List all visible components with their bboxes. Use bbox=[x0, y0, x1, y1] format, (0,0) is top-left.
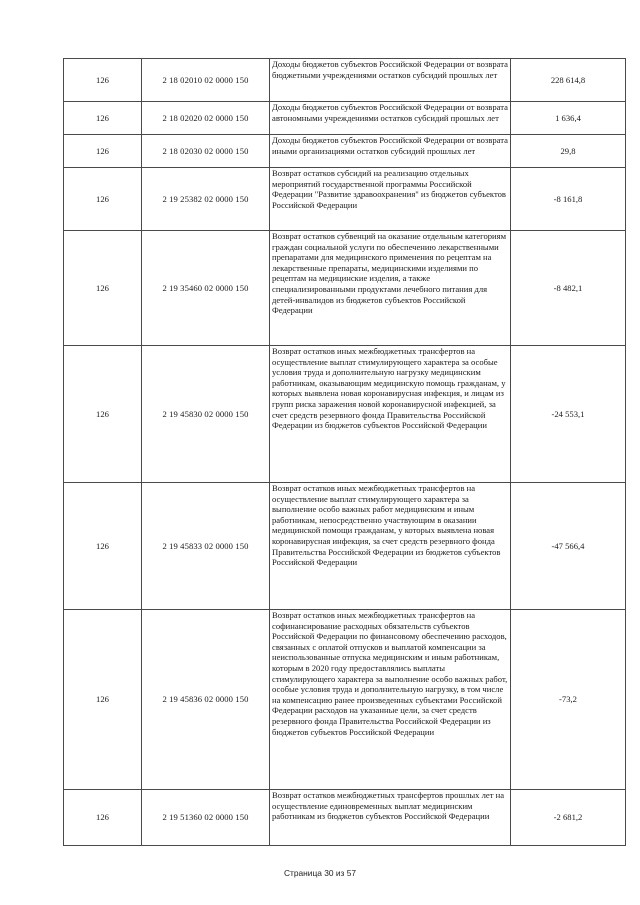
admin-code-cell: 126 bbox=[64, 790, 142, 846]
revenue-name-cell: Возврат остатков иных межбюджетных трансфертов на осуществление выплат стимулирующего характера за выполнение особо важных работ медицинским и иным работникам, непосредственно участвующим в оказании медицинской помощи гражданам, у которых выявлена новая коронавирусная инфекция, за счет средств резервного фонда Правительства Российской Федерации из бюджетов субъектов Российской Федерации bbox=[270, 483, 511, 610]
budget-classification-code-cell: 2 18 02020 02 0000 150 bbox=[142, 102, 270, 135]
revenue-name-cell: Возврат остатков межбюджетных трансфертов прошлых лет на осуществление единовременных выплат медицинским работникам из бюджетов субъектов Российской Федерации bbox=[270, 790, 511, 846]
budget-classification-code-cell: 2 19 51360 02 0000 150 bbox=[142, 790, 270, 846]
admin-code-cell: 126 bbox=[64, 168, 142, 231]
table-body bbox=[64, 59, 626, 846]
revenue-name-cell: Доходы бюджетов субъектов Российской Федерации от возврата бюджетными учреждениями остатков субсидий прошлых лет bbox=[270, 59, 511, 102]
budget-classification-code-cell: 2 19 45836 02 0000 150 bbox=[142, 610, 270, 790]
budget-classification-code-cell: 2 19 45833 02 0000 150 bbox=[142, 483, 270, 610]
table-row bbox=[64, 168, 626, 231]
table-row bbox=[64, 346, 626, 483]
amount-cell: -24 553,1 bbox=[511, 346, 626, 483]
admin-code-cell: 126 bbox=[64, 59, 142, 102]
amount-cell: 228 614,8 bbox=[511, 59, 626, 102]
budget-classification-code-cell: 2 19 25382 02 0000 150 bbox=[142, 168, 270, 231]
table-row bbox=[64, 610, 626, 790]
budget-classification-code-cell: 2 19 35460 02 0000 150 bbox=[142, 231, 270, 346]
table-row bbox=[64, 59, 626, 102]
amount-cell: -8 161,8 bbox=[511, 168, 626, 231]
budget-classification-code-cell: 2 18 02030 02 0000 150 bbox=[142, 135, 270, 168]
budget-revenue-table bbox=[63, 58, 626, 846]
table-row bbox=[64, 102, 626, 135]
revenue-name-cell: Возврат остатков иных межбюджетных трансфертов на осуществление выплат стимулирующего характера за особые условия труда и дополнительную нагрузку медицинским работникам, оказывающим медицинскую помощь гражданам, у которых выявлена новая коронавирусная инфекция, и лицам из групп риска заражения новой коронавирусной инфекцией, за счет средств резервного фонда Правительства Российской Федерации из бюджетов субъектов Российской Федерации bbox=[270, 346, 511, 483]
admin-code-cell: 126 bbox=[64, 135, 142, 168]
revenue-name-cell: Возврат остатков иных межбюджетных трансфертов на софинансирование расходных обязательств субъектов Российской Федерации по финансовому обеспечению расходов, связанных с оплатой отпусков и выплатой компенсации за неиспользованные отпуска медицинским и иным работникам, которым в 2020 году предоставлялись выплаты стимулирующего характера за выполнение особо важных работ, особые условия труда и дополнительную нагрузку, в том числе на компенсацию ранее произведенных субъектами Российской Федерации расходов на указанные цели, за счет средств резервного фонда Правительства Российской Федерации из бюджетов субъектов Российской Федерации bbox=[270, 610, 511, 790]
admin-code-cell: 126 bbox=[64, 483, 142, 610]
amount-cell: -73,2 bbox=[511, 610, 626, 790]
revenue-name-cell: Возврат остатков субвенций на оказание отдельным категориям граждан социальной услуги по обеспечению лекарственными препаратами для медицинского применения по рецептам на лекарственные препараты, медицинскими изделиями по рецептам на медицинские изделия, а также специализированными продуктами лечебного питания для детей-инвалидов из бюджетов субъектов Российской Федерации bbox=[270, 231, 511, 346]
revenue-name-cell: Возврат остатков субсидий на реализацию отдельных мероприятий государственной программы Российской Федерации "Развитие здравоохранения" из бюджетов субъектов Российской Федерации bbox=[270, 168, 511, 231]
budget-classification-code-cell: 2 18 02010 02 0000 150 bbox=[142, 59, 270, 102]
amount-cell: -8 482,1 bbox=[511, 231, 626, 346]
revenue-name-cell: Доходы бюджетов субъектов Российской Федерации от возврата автономными учреждениями остатков субсидий прошлых лет bbox=[270, 102, 511, 135]
table-row bbox=[64, 483, 626, 610]
table-row bbox=[64, 231, 626, 346]
table-row bbox=[64, 135, 626, 168]
amount-cell: 29,8 bbox=[511, 135, 626, 168]
admin-code-cell: 126 bbox=[64, 231, 142, 346]
admin-code-cell: 126 bbox=[64, 102, 142, 135]
table-row bbox=[64, 790, 626, 846]
budget-classification-code-cell: 2 19 45830 02 0000 150 bbox=[142, 346, 270, 483]
amount-cell: 1 636,4 bbox=[511, 102, 626, 135]
page-number: Страница 30 из 57 bbox=[283, 868, 357, 878]
admin-code-cell: 126 bbox=[64, 346, 142, 483]
amount-cell: -47 566,4 bbox=[511, 483, 626, 610]
admin-code-cell: 126 bbox=[64, 610, 142, 790]
amount-cell: -2 681,2 bbox=[511, 790, 626, 846]
revenue-name-cell: Доходы бюджетов субъектов Российской Федерации от возврата иными организациями остатков субсидий прошлых лет bbox=[270, 135, 511, 168]
